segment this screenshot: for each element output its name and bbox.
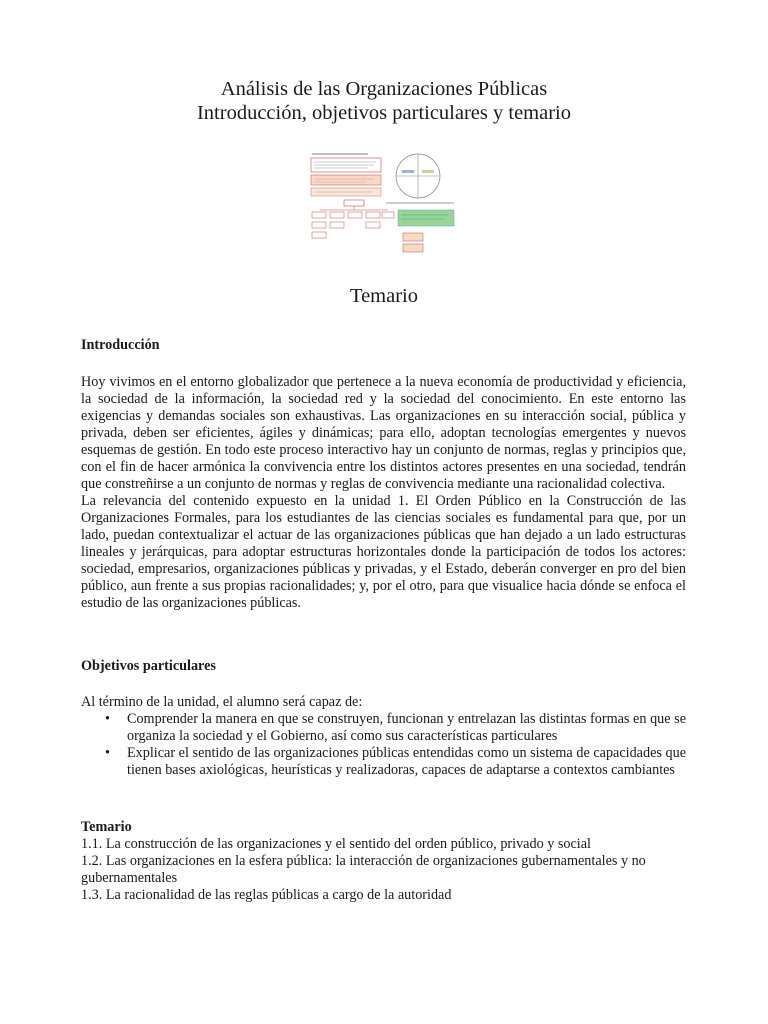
bullet-icon: • xyxy=(105,711,110,727)
diagram-thumbnail-image xyxy=(308,150,458,259)
introduccion-heading: Introducción xyxy=(81,337,160,353)
bullet-icon: • xyxy=(105,745,110,761)
introduccion-section xyxy=(81,337,686,612)
list-item xyxy=(105,711,686,745)
list-item xyxy=(105,745,686,779)
title-line-2: Introducción, objetivos particulares y temario xyxy=(196,102,571,124)
temario-section xyxy=(81,819,686,904)
section-title-temario: Temario xyxy=(349,285,418,307)
introduccion-paragraph-2: La relevancia del contenido expuesto en la unidad 1. El Orden Público en la Construcción de las Organizaciones Formales, para los estudiantes de las ciencias sociales es fundamental para que, por un lado, puedan contextualizar el actuar de las organizaciones públicas que han dejado a un lado estructuras lineales y jerárquicas, para adoptar estructuras horizontales donde la participación de todos los actores: sociedad, empresarios, organizaciones públicas y privadas, y el Estado, deberán converger en pro del bien público, aun frente a sus propias racionalidades; y, por el otro, para que visualice hacia dónde se enfoca el estudio de las organizaciones públicas. xyxy=(81,493,686,611)
temario-topic: 1.2. Las organizaciones en la esfera pública: la interacción de organizaciones gubernamentales y no gubernamentales xyxy=(81,853,646,886)
introduccion-paragraph-1: Hoy vivimos en el entorno globalizador que pertenece a la nueva economía de productividad y eficiencia, la sociedad de la información, la sociedad red y la sociedad del conocimiento. En este entorno las exigencias y demandas sociales son exhaustivas. Las organizaciones en su interacción social, pública y privada, deben ser eficientes, ágiles y dinámicas; para ello, adoptan tecnologías emergentes y nuevos esquemas de gestión. En todo este proceso interactivo hay un conjunto de normas, reglas y principios que, con el fin de hacer armónica la convivencia entre los distintos actores presentes en una sociedad, tendrán que constreñirse a un conjunto de normas y reglas de convivencia mediante una racionalidad colectiva. xyxy=(81,374,686,492)
temario-topic: 1.1. La construcción de las organizaciones y el sentido del orden público, privado y social xyxy=(81,836,591,852)
objetivo-text: Explicar el sentido de las organizaciones públicas entendidas como un sistema de capacidades que tienen bases axiológicas, heurísticas y realizadoras, capaces de adaptarse a contextos cambiantes xyxy=(127,745,686,778)
temario-topic: 1.3. La racionalidad de las reglas públicas a cargo de la autoridad xyxy=(81,887,452,903)
temario-heading: Temario xyxy=(81,819,132,835)
objetivos-section xyxy=(81,658,686,779)
objetivos-heading: Objetivos particulares xyxy=(81,658,216,674)
title-line-1: Análisis de las Organizaciones Públicas xyxy=(220,78,548,100)
objetivos-list xyxy=(81,711,686,779)
document-title xyxy=(0,77,768,125)
objetivos-intro: Al término de la unidad, el alumno será capaz de: xyxy=(81,694,363,710)
objetivo-text: Comprender la manera en que se construyen, funcionan y entrelazan las distintas formas en que se organiza la sociedad y el Gobierno, así como sus características particulares xyxy=(127,711,686,744)
